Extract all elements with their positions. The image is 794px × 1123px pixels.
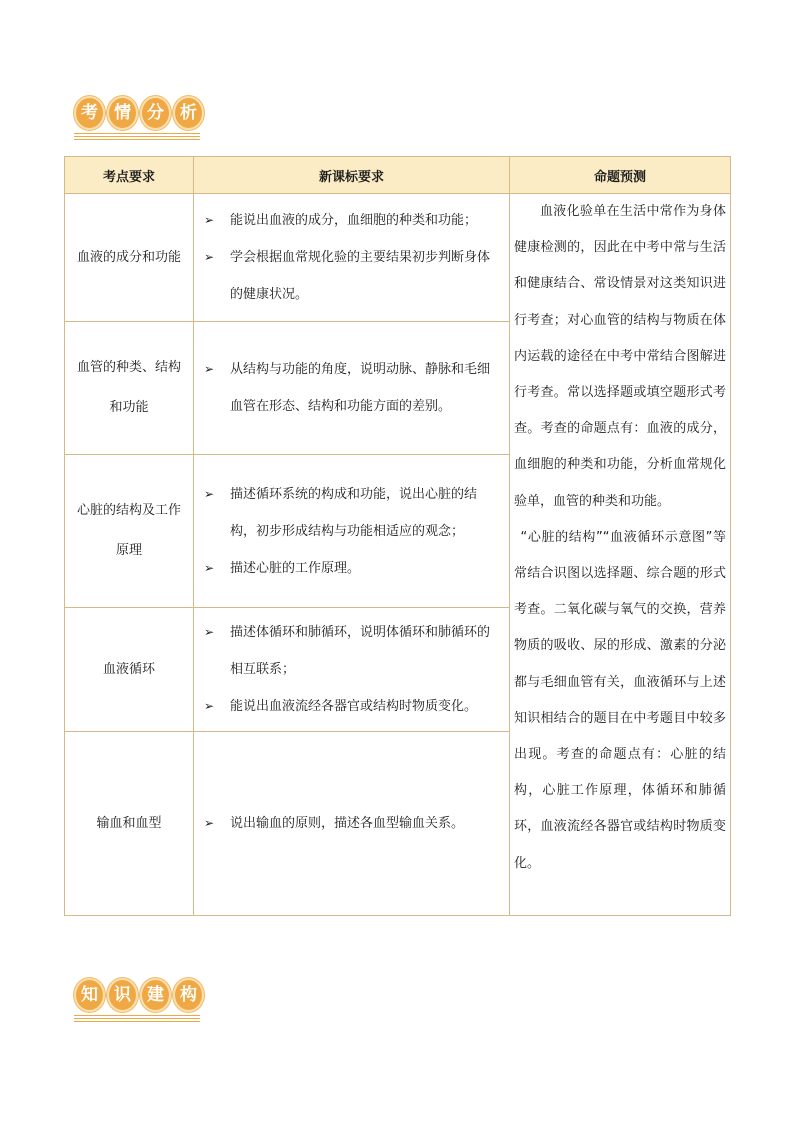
section-heading-analysis <box>74 96 204 144</box>
list-item-text: 描述循环系统的构成和功能，说出心脏的结构，初步形成结构与功能相适应的观念； <box>230 486 478 539</box>
arrow-bullet-icon: ➢ <box>204 486 215 501</box>
topic-cell: 血管的种类、结构和功能 <box>65 322 194 455</box>
heading-underline <box>74 133 200 140</box>
list-item <box>202 239 501 313</box>
heading-underline <box>74 1015 200 1022</box>
list-item <box>202 550 501 587</box>
heading-badge: 知 <box>74 978 105 1012</box>
list-item <box>202 805 501 842</box>
heading-badge: 情 <box>107 96 138 130</box>
list-item-text: 描述体循环和肺循环，说明体循环和肺循环的相互联系； <box>230 625 491 677</box>
heading-badge: 识 <box>107 978 138 1012</box>
standard-cell <box>194 608 510 732</box>
standard-cell <box>194 194 510 322</box>
heading-badge: 析 <box>173 96 204 130</box>
arrow-bullet-icon: ➢ <box>204 699 215 713</box>
header-standard: 新课标要求 <box>194 157 510 194</box>
standard-cell <box>194 732 510 916</box>
topic-cell: 血液的成分和功能 <box>65 194 194 322</box>
header-prediction: 命题预测 <box>510 157 731 194</box>
prediction-paragraph: “心脏的结构”“血液循环示意图”等常结合识图以选择题、综合题的形式考查。二氧化碳与氧气的交换，营养物质的吸收、尿的形成、激素的分泌都与毛细血管有关，血液循环与上述知识相结合的题目在中考题目中较多出现。考查的命题点有：心脏的结构，心脏工作原理，体循环和肺循环，血液流经各器官或结构时物质变化。 <box>514 529 726 871</box>
topic-cell: 输血和血型 <box>65 732 194 916</box>
list-item-text: 描述心脏的工作原理。 <box>230 560 361 576</box>
prediction-paragraph: 血液化验单在生活中常作为身体健康检测的，因此在中考中常与生活和健康结合、常设情景对这类知识进行考查；对心血管的结构与物质在体内运载的途径在中考中常结合图解进行考查。常以选择题或填空题形式考查。考查的命题点有：血液的成分，血细胞的种类和功能，分析血常规化验单，血管的种类和功能。 <box>514 204 726 509</box>
list-item <box>202 614 501 688</box>
heading-badge: 构 <box>173 978 204 1012</box>
list-item <box>202 688 501 725</box>
requirements-table <box>64 156 731 916</box>
list-item <box>202 351 501 425</box>
table-header-row <box>65 157 731 194</box>
list-item-text: 从结构与功能的角度，说明动脉、静脉和毛细血管在形态、结构和功能方面的差别。 <box>230 362 491 414</box>
list-item-text: 学会根据血常规化验的主要结果初步判断身体的健康状况。 <box>230 250 491 302</box>
topic-cell: 血液循环 <box>65 608 194 732</box>
arrow-bullet-icon: ➢ <box>204 560 215 575</box>
table-row <box>65 194 731 322</box>
list-item-text: 说出输血的原则，描述各血型输血关系。 <box>230 816 465 831</box>
list-item-text: 能说出血液的成分，血细胞的种类和功能； <box>230 213 478 228</box>
heading-badge: 分 <box>140 96 171 130</box>
heading-badge: 建 <box>140 978 171 1012</box>
list-item <box>202 202 501 239</box>
list-item-text: 能说出血液流经各器官或结构时物质变化。 <box>230 699 478 714</box>
arrow-bullet-icon: ➢ <box>204 362 215 376</box>
arrow-bullet-icon: ➢ <box>204 816 215 830</box>
topic-cell: 心脏的结构及工作原理 <box>65 455 194 608</box>
list-item <box>202 476 501 550</box>
arrow-bullet-icon: ➢ <box>204 250 215 264</box>
standard-cell <box>194 322 510 455</box>
prediction-cell <box>510 194 731 916</box>
standard-cell <box>194 455 510 608</box>
heading-badge: 考 <box>74 96 105 130</box>
arrow-bullet-icon: ➢ <box>204 625 215 639</box>
section-heading-knowledge <box>74 978 204 1026</box>
arrow-bullet-icon: ➢ <box>204 213 215 227</box>
header-topic: 考点要求 <box>65 157 194 194</box>
